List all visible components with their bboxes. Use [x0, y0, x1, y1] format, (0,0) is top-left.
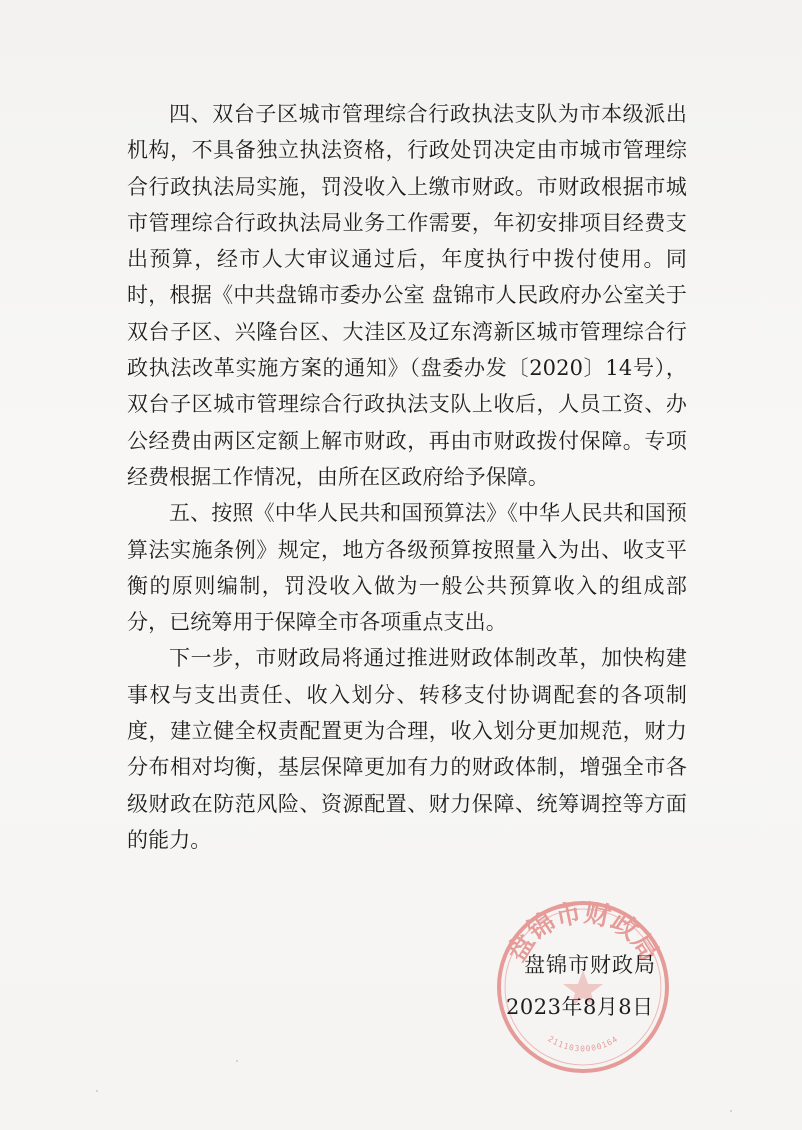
- document-body: [127, 96, 687, 858]
- paragraph-four: 四、双台子区城市管理综合行政执法支队为市本级派出机构，不具备独立执法资格，行政处罚决定由市城市管理综合行政执法局实施，罚没收入上缴市财政。市财政根据市城市管理综合行政执法局业务工作需要，年初安排项目经费支出预算，经市人大审议通过后，年度执行中拨付使用。同时，根据《中共盘锦市委办公室 盘锦市人民政府办公室关于双台子区、兴隆台区、大洼区及辽东湾新区城市管理综合行政执法改革实施方案的通知》（盘委办发〔2020〕14号），双台子区城市管理综合行政执法支队上收后，人员工资、办公经费由两区定额上解市财政，再由市财政拨付保障。专项经费根据工作情况，由所在区政府给予保障。: [127, 102, 687, 489]
- seal-number-text: 2111030000164: [546, 1034, 620, 1054]
- svg-text:2111030000164: [546, 1034, 619, 1053]
- seal-top-text: 盘锦市财政局: [501, 898, 665, 967]
- paragraph-next-step: 下一步，市财政局将通过推进财政体制改革，加快构建事权与支出责任、收入划分、转移支付协调配套的各项制度，建立健全权责配置更为合理，收入划分更加规范，财力分布相对均衡，基层保障更加有力的财政体制，增强全市各级财政在防范风险、资源配置、财力保障、统筹调控等方面的能力。: [127, 646, 687, 852]
- official-seal-icon: [494, 898, 672, 1076]
- scan-speck: [96, 1090, 98, 1092]
- scan-speck: [236, 1060, 238, 1062]
- paragraph-five: 五、按照《中华人民共和国预算法》《中华人民共和国预算法实施条例》规定，地方各级预算按照量入为出、收支平衡的原则编制，罚没收入做为一般公共预算收入的组成部分，已统筹用于保障全市各项重点支出。: [127, 501, 687, 635]
- issuing-organization: 盘锦市财政局: [524, 953, 656, 977]
- issue-date: 2023年8月8日: [506, 995, 654, 1019]
- scan-speck: [730, 1110, 732, 1112]
